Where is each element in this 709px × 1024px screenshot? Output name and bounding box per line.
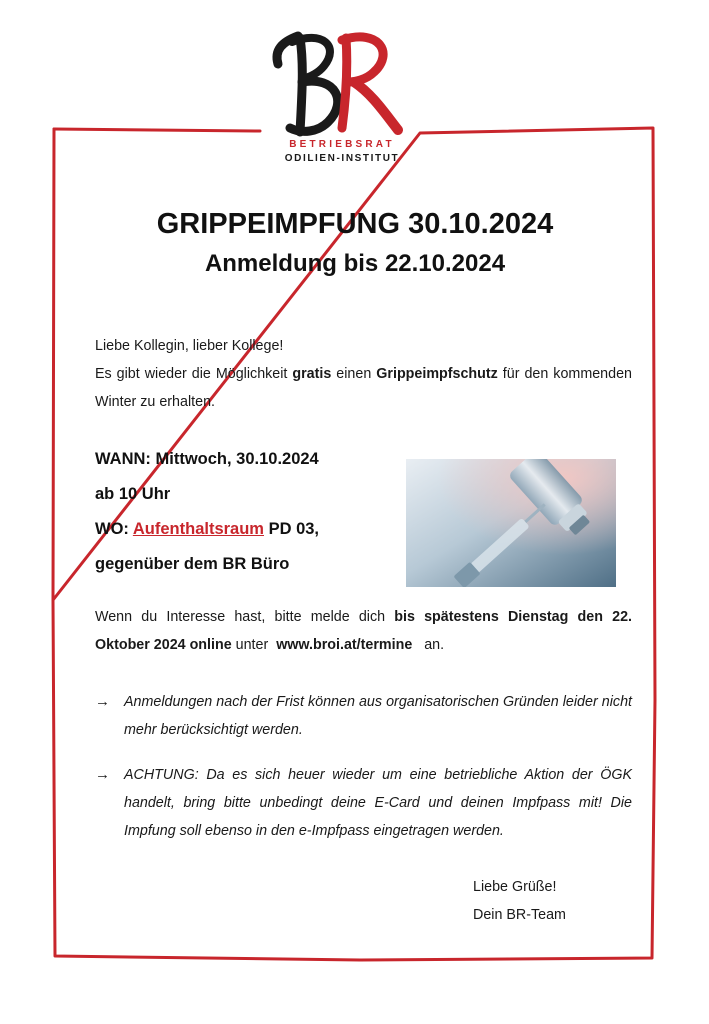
wo-room: PD 03,	[263, 520, 320, 538]
registration-url-link[interactable]: www.broi.at/termine	[276, 637, 413, 653]
closing-signature: Dein BR-Team	[473, 907, 566, 923]
intro-text	[95, 332, 632, 416]
closing-greeting: Liebe Grüße!	[473, 879, 557, 895]
intro-text-c: für den kommenden Winter zu erhalten.	[95, 366, 632, 410]
list-item	[95, 761, 632, 845]
logo-org-subname: ODILIEN-INSTITUT	[284, 153, 400, 164]
list-item	[95, 688, 632, 744]
location-link[interactable]: Aufenthaltsraum	[132, 520, 264, 538]
reg-text-2: unter	[231, 637, 273, 653]
wann-value: Mittwoch, 30.10.2024	[155, 450, 319, 468]
arrow-right-icon: →	[95, 766, 110, 783]
page-subtitle: Anmeldung bis 22.10.2024	[204, 250, 506, 277]
event-details	[95, 442, 395, 582]
closing	[473, 873, 566, 929]
reg-text-3: an.	[420, 637, 445, 653]
registration-text	[95, 603, 632, 659]
bullet-text: ACHTUNG: Da es sich heuer wieder um eine betriebliche Aktion der ÖGK handelt, bring bitte unbedingt deine E-Card und deinen Impfpass mit! Die Impfung soll ebenso in den e-Impfpass eingetragen werden.	[124, 767, 632, 839]
greeting: Liebe Kollegin, lieber Kollege!	[95, 338, 284, 354]
event-time: ab 10 Uhr	[95, 485, 171, 503]
event-location	[95, 512, 395, 547]
intro-text-b: einen	[331, 366, 377, 382]
br-logo-icon	[262, 24, 412, 144]
intro-text-a: Es gibt wieder die Möglichkeit	[95, 366, 293, 382]
registration-paragraph	[95, 603, 632, 659]
intro-gratis: gratis	[292, 366, 332, 382]
vaccine-photo	[406, 459, 616, 587]
event-location-detail: gegenüber dem BR Büro	[95, 555, 290, 573]
page-title: GRIPPEIMPFUNG 30.10.2024	[156, 208, 554, 240]
wann-label: WANN:	[95, 450, 156, 468]
event-date	[95, 442, 395, 477]
bullet-text: Anmeldungen nach der Frist können aus organisatorischen Gründen leider nicht mehr berücksichtigt werden.	[124, 694, 632, 738]
reg-text-1: Wenn du Interesse hast, bitte melde dich	[95, 609, 395, 625]
wo-label: WO:	[95, 520, 133, 538]
intro-grippe: Grippeimpfschutz	[376, 366, 498, 382]
logo-org-name: BETRIEBSRAT	[289, 139, 395, 150]
arrow-right-icon: →	[95, 693, 110, 710]
reg-deadline: bis spätestens Dienstag den 22. Oktober 2024 online	[95, 609, 632, 653]
intro-paragraph	[95, 360, 632, 416]
